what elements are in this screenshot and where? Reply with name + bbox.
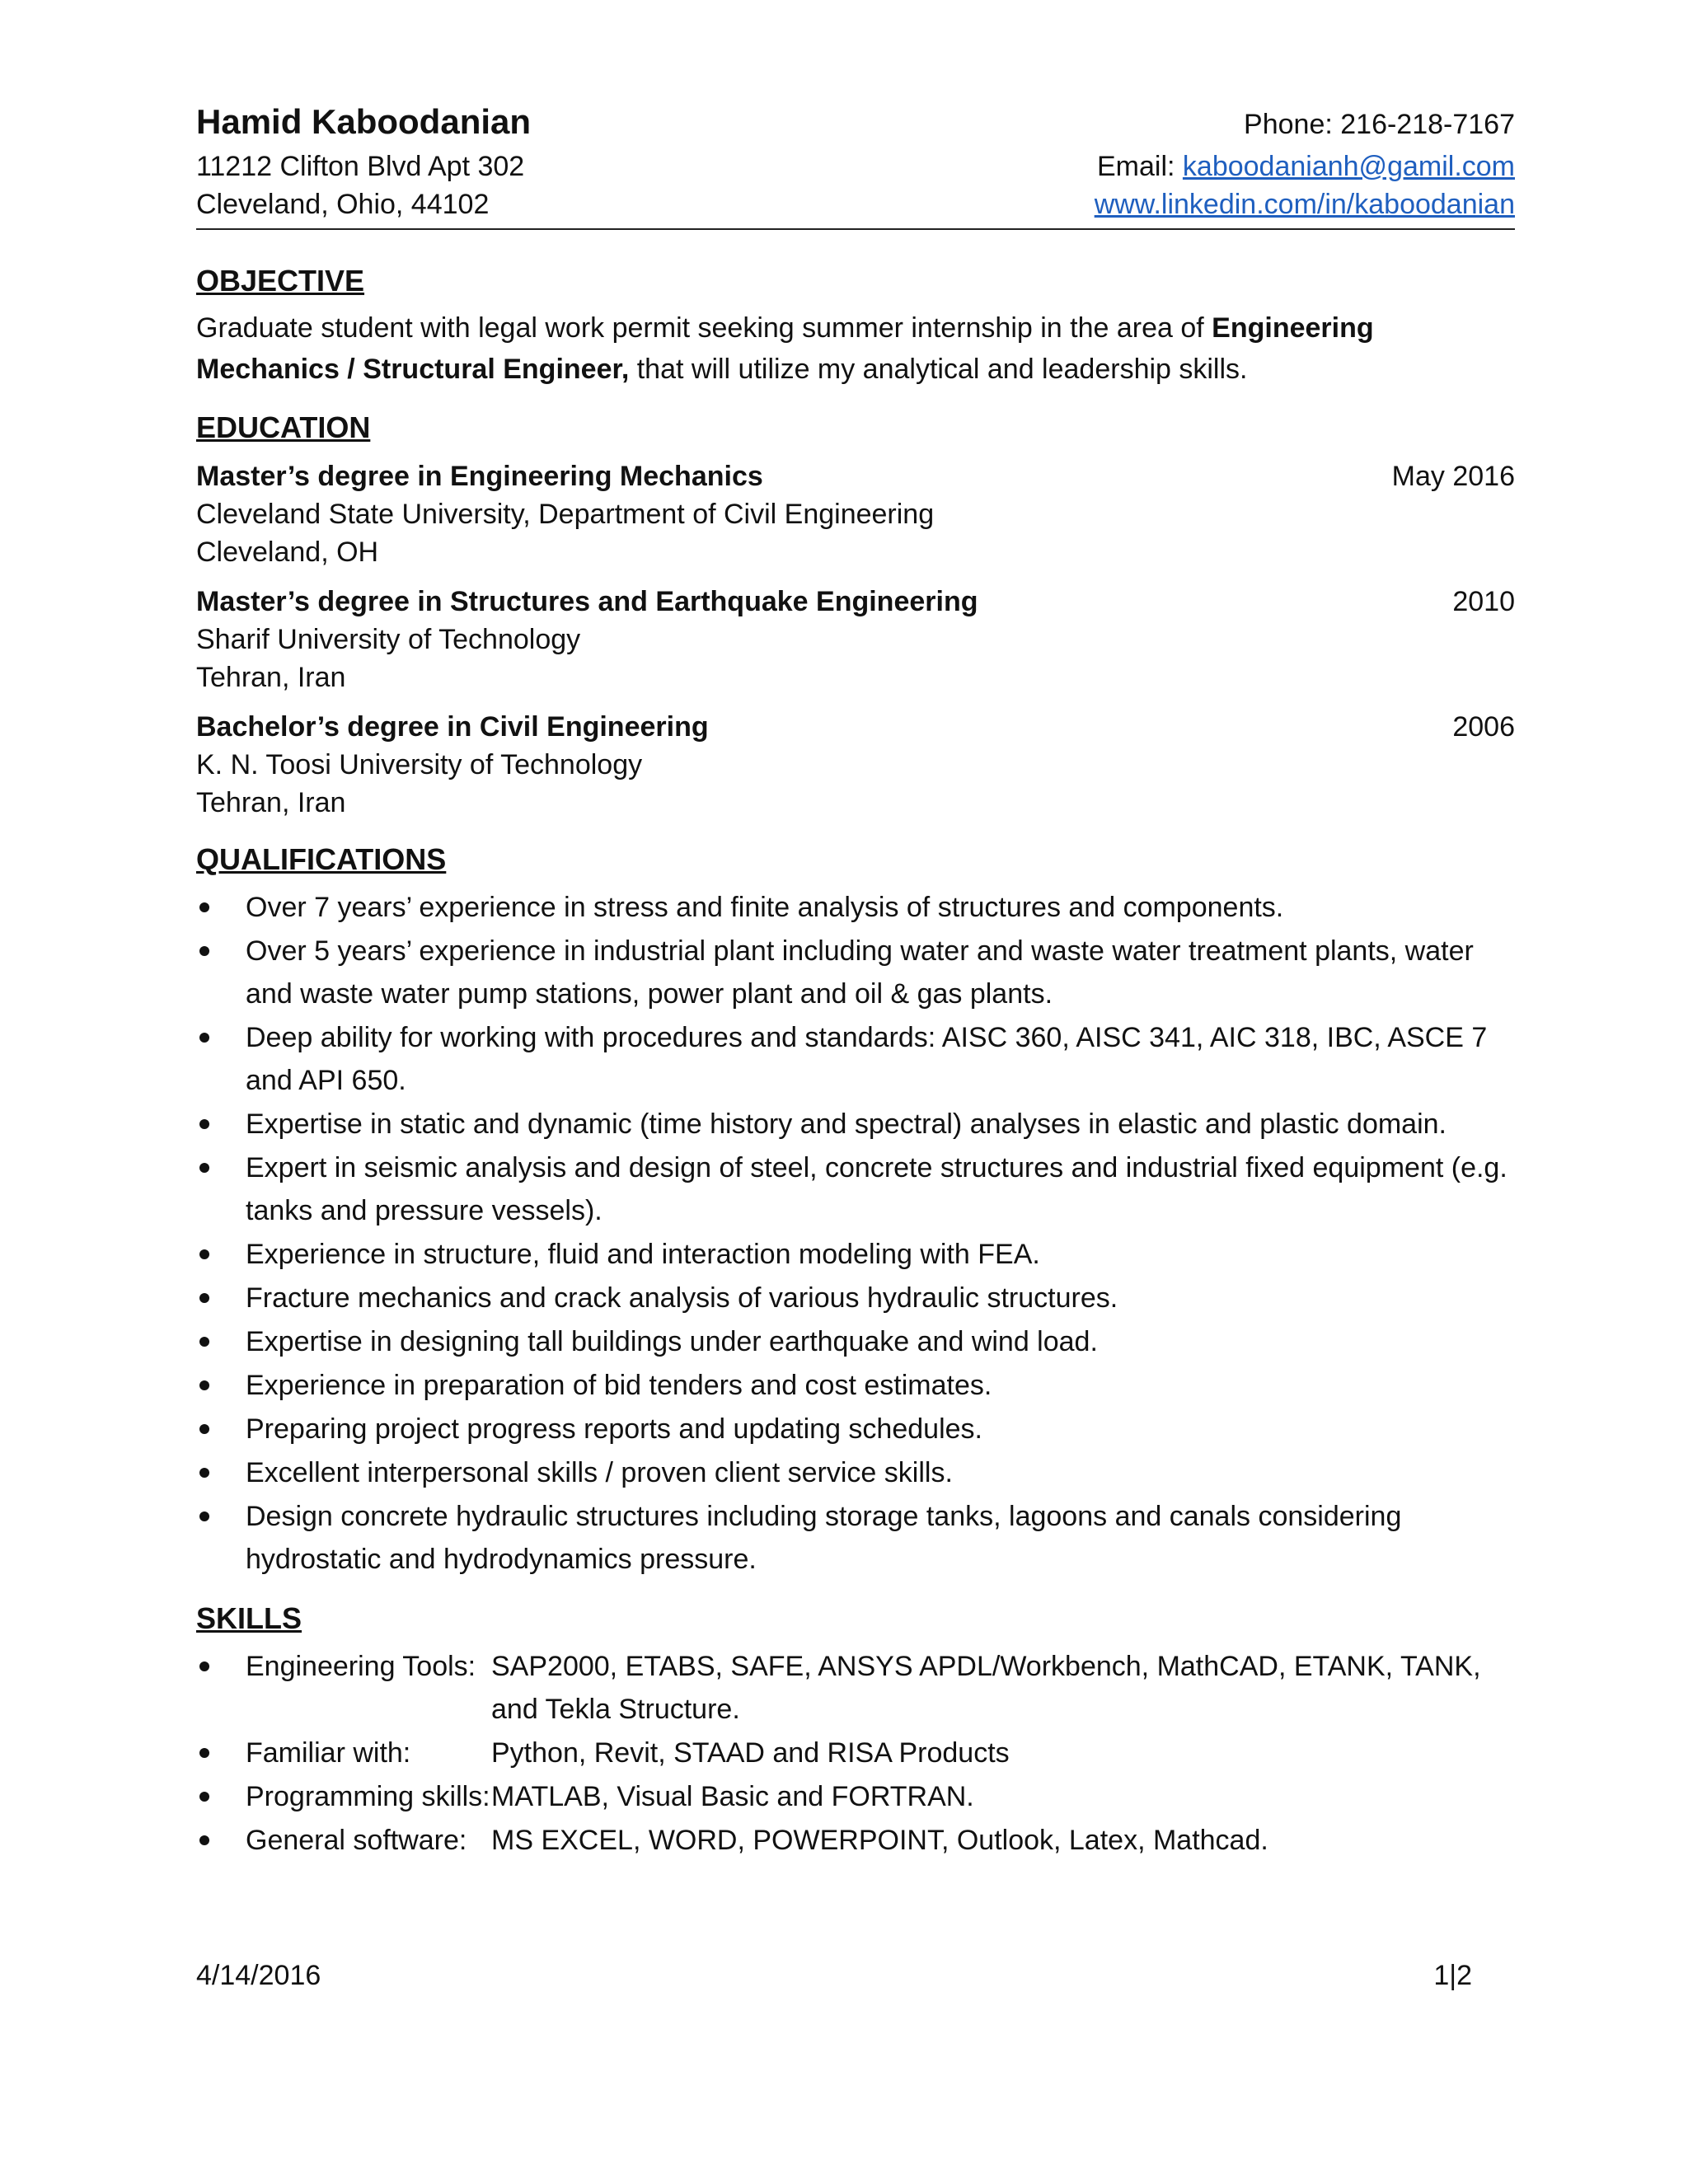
- qualification-text: Expert in seismic analysis and design of steel, concrete structures and industrial fixed equipment (e.g. tanks and pressure vessels).: [246, 1152, 1507, 1226]
- skill-values: Python, Revit, STAAD and RISA Products: [491, 1737, 1010, 1769]
- skill-item: [196, 1645, 1515, 1731]
- qualification-text: Experience in structure, fluid and interaction modeling with FEA.: [246, 1239, 1040, 1270]
- qualifications-list: [196, 886, 1515, 1581]
- qualification-text: Preparing project progress reports and updating schedules.: [246, 1413, 982, 1445]
- bullet-icon: [199, 1748, 209, 1758]
- skill-row: [246, 1819, 1515, 1862]
- qualification-item: [196, 930, 1515, 1015]
- qualification-item: [196, 1233, 1515, 1276]
- phone-number: Phone: 216-218-7167: [1244, 109, 1515, 140]
- bullet-icon: [199, 1033, 209, 1043]
- skill-row: [246, 1732, 1515, 1774]
- email-label: Email:: [1096, 151, 1183, 182]
- page-footer: [196, 1957, 1472, 1994]
- skill-category: Familiar with:: [246, 1737, 411, 1769]
- bullet-icon: [199, 1337, 209, 1347]
- email-link[interactable]: kaboodanianh@gamil.com: [1182, 151, 1515, 182]
- education-location: Tehran, Iran: [196, 662, 346, 693]
- qualification-text: Over 5 years’ experience in industrial plant including water and waste water treatment plants, water and waste water pump stations, power plant and oil & gas plants.: [246, 935, 1474, 1010]
- bullet-icon: [199, 946, 209, 956]
- objective-text-start: Graduate student with legal work permit seeking summer internship in the area of: [196, 312, 1212, 344]
- education-location: Cleveland, OH: [196, 537, 379, 568]
- bullet-icon: [199, 1163, 209, 1173]
- qualification-item: [196, 1451, 1515, 1494]
- education-title: EDUCATION: [196, 410, 371, 444]
- qualification-item: [196, 1364, 1515, 1407]
- linkedin-link[interactable]: www.linkedin.com/in/kaboodanian: [1094, 189, 1515, 220]
- candidate-name: Hamid Kaboodanian: [196, 102, 532, 141]
- education-date: May 2016: [1391, 461, 1515, 492]
- skill-row: [246, 1775, 1515, 1818]
- skills-title: SKILLS: [196, 1601, 302, 1635]
- qualification-item: [196, 1320, 1515, 1363]
- qualification-item: [196, 1408, 1515, 1451]
- header-row-3: [196, 185, 1515, 223]
- objective-text-end: that will utilize my analytical and leadership skills.: [629, 354, 1248, 385]
- skill-category: General software:: [246, 1825, 467, 1856]
- education-institution: Sharif University of Technology: [196, 624, 581, 655]
- address-line-2: Cleveland, Ohio, 44102: [196, 189, 490, 220]
- skill-row: [246, 1645, 1515, 1731]
- page-number: 1|2: [1433, 1960, 1472, 1991]
- objective-title: OBJECTIVE: [196, 264, 365, 298]
- skill-values: MS EXCEL, WORD, POWERPOINT, Outlook, Latex, Mathcad.: [491, 1825, 1268, 1856]
- education-degree: Master’s degree in Structures and Earthquake Engineering: [196, 586, 978, 617]
- qualification-text: Deep ability for working with procedures and standards: AISC 360, AISC 341, AIC 318, IBC, ASCE 7 and API 650.: [246, 1022, 1488, 1096]
- skill-values: MATLAB, Visual Basic and FORTRAN.: [491, 1781, 974, 1812]
- skill-category: Engineering Tools:: [246, 1651, 476, 1682]
- qualification-text: Fracture mechanics and crack analysis of various hydraulic structures.: [246, 1282, 1118, 1314]
- qualification-text: Expertise in designing tall buildings under earthquake and wind load.: [246, 1326, 1098, 1357]
- contact-header: [196, 99, 1515, 230]
- resume-content: [196, 99, 1515, 1863]
- bullet-icon: [199, 1468, 209, 1478]
- qualification-text: Expertise in static and dynamic (time history and spectral) analyses in elastic and plastic domain.: [246, 1108, 1447, 1140]
- qualification-text: Design concrete hydraulic structures including storage tanks, lagoons and canals considering hydrostatic and hydrodynamics pressure.: [246, 1501, 1402, 1575]
- education-entry-header: [196, 583, 1515, 621]
- qualification-text: Over 7 years’ experience in stress and finite analysis of structures and components.: [246, 892, 1284, 923]
- education-degree: Bachelor’s degree in Civil Engineering: [196, 711, 709, 743]
- qualification-item: [196, 1277, 1515, 1319]
- header-row-2: [196, 148, 1515, 185]
- header-row-1: [196, 99, 1515, 148]
- skill-item: [196, 1819, 1515, 1862]
- qualification-item: [196, 1103, 1515, 1146]
- education-entry: [196, 708, 1515, 822]
- objective-text-bold: Engineering Mechanics / Structural Engineer,: [196, 312, 1374, 385]
- footer-date: 4/14/2016: [196, 1960, 321, 1991]
- skills-list: [196, 1645, 1515, 1862]
- education-degree: Master’s degree in Engineering Mechanics: [196, 461, 763, 492]
- education-entry-header: [196, 457, 1515, 495]
- skill-item: [196, 1732, 1515, 1774]
- qualification-text: Experience in preparation of bid tenders and cost estimates.: [246, 1370, 992, 1401]
- bullet-icon: [199, 1249, 209, 1259]
- skill-item: [196, 1775, 1515, 1818]
- address-line-1: 11212 Clifton Blvd Apt 302: [196, 151, 525, 182]
- bullet-icon: [199, 1792, 209, 1802]
- qualification-item: [196, 1495, 1515, 1581]
- education-entry-header: [196, 708, 1515, 746]
- bullet-icon: [199, 902, 209, 912]
- qualification-text: Excellent interpersonal skills / proven client service skills.: [246, 1457, 953, 1488]
- education-date: 2006: [1452, 711, 1515, 743]
- qualification-item: [196, 1016, 1515, 1102]
- bullet-icon: [199, 1511, 209, 1521]
- email-line: [1097, 148, 1515, 185]
- education-institution: K. N. Toosi University of Technology: [196, 749, 643, 780]
- qualification-item: [196, 1146, 1515, 1232]
- bullet-icon: [199, 1424, 209, 1434]
- education-location: Tehran, Iran: [196, 787, 346, 818]
- bullet-icon: [199, 1661, 209, 1671]
- skill-values: SAP2000, ETABS, SAFE, ANSYS APDL/Workbench, MathCAD, ETANK, TANK, and Tekla Structure.: [491, 1651, 1481, 1725]
- qualifications-title: QUALIFICATIONS: [196, 842, 447, 876]
- bullet-icon: [199, 1293, 209, 1303]
- education-entry: [196, 583, 1515, 696]
- skill-category: Programming skills:: [246, 1781, 490, 1812]
- objective-text: [196, 307, 1515, 390]
- education-date: 2010: [1452, 586, 1515, 617]
- qualification-item: [196, 886, 1515, 929]
- education-institution: Cleveland State University, Department of Civil Engineering: [196, 499, 935, 530]
- education-entry: [196, 457, 1515, 571]
- bullet-icon: [199, 1835, 209, 1845]
- bullet-icon: [199, 1380, 209, 1390]
- bullet-icon: [199, 1119, 209, 1129]
